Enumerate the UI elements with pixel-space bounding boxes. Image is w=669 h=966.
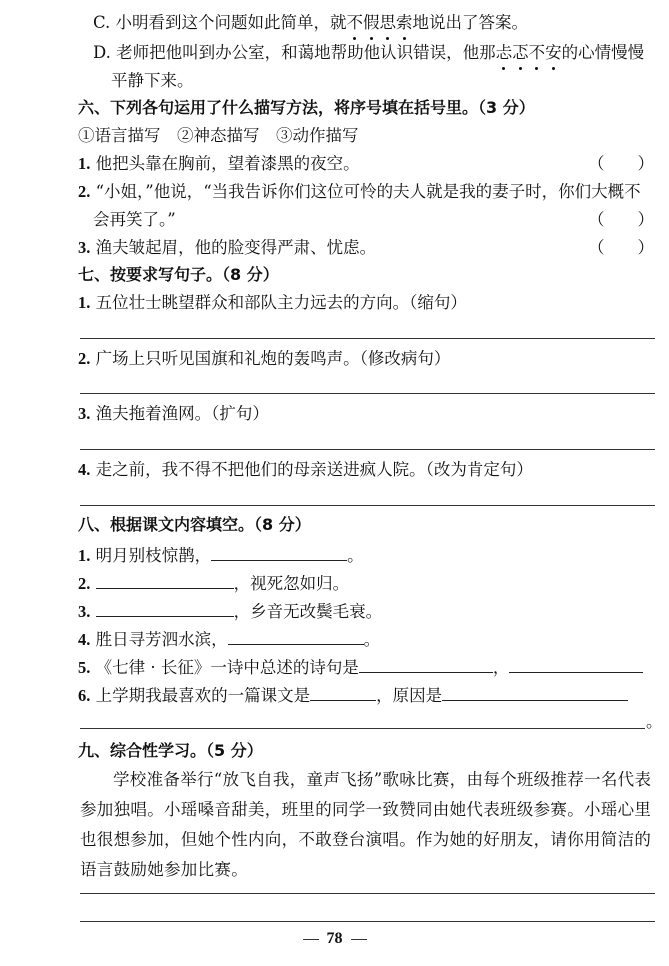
dotted-char: 不 (346, 13, 364, 32)
s8-question-4 (78, 627, 380, 651)
s7-question-3 (78, 403, 269, 425)
prompt-paragraph: 学校准备举行“放飞自我，童声飞扬”歌咏比赛，由每个班级推荐一名代表参加独唱。小瑶嗓音甜美，班里的同学一致赞同由她代表班级参赛。小瑶心里也很想参加，但她个性内向，不敢登台演唱。作为她的好朋友，请你用简洁的语言鼓励她参加比赛。 (80, 770, 652, 879)
fill-blank[interactable] (509, 655, 643, 673)
option-c (93, 12, 528, 34)
s7-question-2 (78, 348, 450, 370)
question-text: 广场上只听见国旗和礼炮的轰鸣声。（修改病句） (95, 349, 451, 368)
question-number: 6. (78, 686, 91, 705)
section-8-title: 八、根据课文内容填空。（8 分） (78, 515, 311, 534)
answer-parentheses[interactable]: （ ） (588, 210, 654, 229)
question-text: 渔夫拖着渔网。（扩句） (95, 404, 269, 423)
s8-question-3 (78, 599, 382, 623)
question-text: ，原因是 (376, 686, 443, 705)
fill-blank[interactable] (228, 627, 364, 645)
fill-blank[interactable] (96, 599, 234, 617)
fill-blank[interactable] (96, 571, 234, 589)
fill-blank[interactable] (211, 543, 347, 561)
answer-parentheses[interactable]: （ ） (588, 238, 654, 257)
question-number: 4. (78, 460, 91, 479)
question-text: 胜日寻芳泗水滨， (95, 630, 228, 649)
question-text: 渔夫皱起眉，他的脸变得严肃、忧虑。 (95, 238, 377, 257)
dotted-char: 索 (396, 13, 413, 32)
question-text: 五位壮士眺望群众和部队主力远去的方向。（缩句） (95, 293, 467, 312)
s6-question-2 (78, 181, 641, 203)
question-text: 。 (347, 546, 364, 565)
dotted-char: 忐 (495, 43, 513, 62)
answer-line[interactable] (80, 393, 655, 394)
dotted-char: 思 (379, 13, 397, 32)
question-number: 3. (78, 238, 91, 257)
answer-line[interactable] (80, 893, 655, 894)
dotted-char: 假 (363, 13, 380, 32)
question-number: 5. (78, 658, 91, 677)
s7-question-1 (78, 292, 467, 314)
section-6-title: 六、下列各句运用了什么描写方法，将序号填在括号里。（3 分） (78, 98, 535, 117)
question-text: 他把头靠在胸前，望着漆黑的夜空。 (95, 154, 360, 173)
question-number: 1. (78, 154, 91, 173)
option-c-text: C. 小明看到这个问题如此简单，就 (93, 13, 347, 32)
option-d-text: D. 老师把他叫到办公室，和蔼地帮助他认识错误，他那 (93, 43, 496, 62)
question-number: 3. (78, 602, 91, 621)
page-number: 78 (326, 930, 343, 947)
question-number: 2. (78, 182, 91, 201)
question-number: 2. (78, 574, 91, 593)
answer-line[interactable] (80, 728, 645, 729)
question-number: 1. (78, 293, 91, 312)
footer-dash-right (351, 939, 367, 940)
s8-question-5 (78, 655, 643, 679)
dotted-char: 不 (528, 43, 546, 62)
footer-dash-left (303, 939, 319, 940)
option-d-tail: 的心情慢慢 (561, 43, 645, 62)
question-text: ， (492, 658, 510, 677)
question-number: 2. (78, 349, 91, 368)
dotted-char: 忑 (512, 43, 529, 62)
answer-line[interactable] (80, 921, 655, 922)
section-7-title: 七、按要求写句子。（8 分） (78, 265, 279, 284)
question-text: 。 (363, 630, 381, 649)
answer-line[interactable] (80, 338, 655, 339)
answer-parentheses[interactable]: （ ） (588, 154, 654, 173)
question-text: 走之前，我不得不把他们的母亲送进疯人院。（改为肯定句） (95, 460, 533, 479)
question-text: ，视死忽如归。 (233, 574, 350, 593)
question-number: 1. (78, 546, 91, 565)
end-period: 。 (646, 712, 663, 731)
option-d-continuation: 平静下来。 (111, 71, 194, 90)
question-text: 明月别枝惊鹊， (95, 546, 212, 565)
option-d (93, 42, 644, 64)
question-text: “小姐，”他说，“当我告诉你们这位可怜的夫人就是我的妻子时，你们大概不 (95, 182, 641, 201)
section-9-title: 九、综合性学习。（5 分） (78, 741, 263, 760)
option-c-tail: 地说出了答案。 (412, 13, 529, 32)
question-text: 《七律 · 长征》一诗中总述的诗句是 (95, 658, 359, 677)
question-text-continuation: 会再笑了。” (93, 210, 176, 229)
s8-question-6 (78, 683, 628, 707)
s6-question-3 (78, 237, 376, 259)
answer-line[interactable] (80, 505, 655, 506)
dotted-char: 安 (545, 43, 562, 62)
s7-question-4 (78, 459, 533, 481)
question-text: 上学期我最喜欢的一篇课文是 (95, 686, 311, 705)
fill-blank[interactable] (359, 655, 493, 673)
s8-question-1 (78, 543, 364, 567)
question-number: 3. (78, 404, 91, 423)
fill-blank[interactable] (310, 683, 376, 701)
page-footer (0, 930, 669, 948)
s6-question-1 (78, 153, 360, 175)
description-methods: ①语言描写 ②神态描写 ③动作描写 (78, 126, 359, 145)
s8-question-2 (78, 571, 349, 595)
question-number: 4. (78, 630, 91, 649)
fill-blank[interactable] (442, 683, 628, 701)
answer-line[interactable] (80, 449, 655, 450)
question-text: ，乡音无改鬓毛衰。 (233, 602, 383, 621)
